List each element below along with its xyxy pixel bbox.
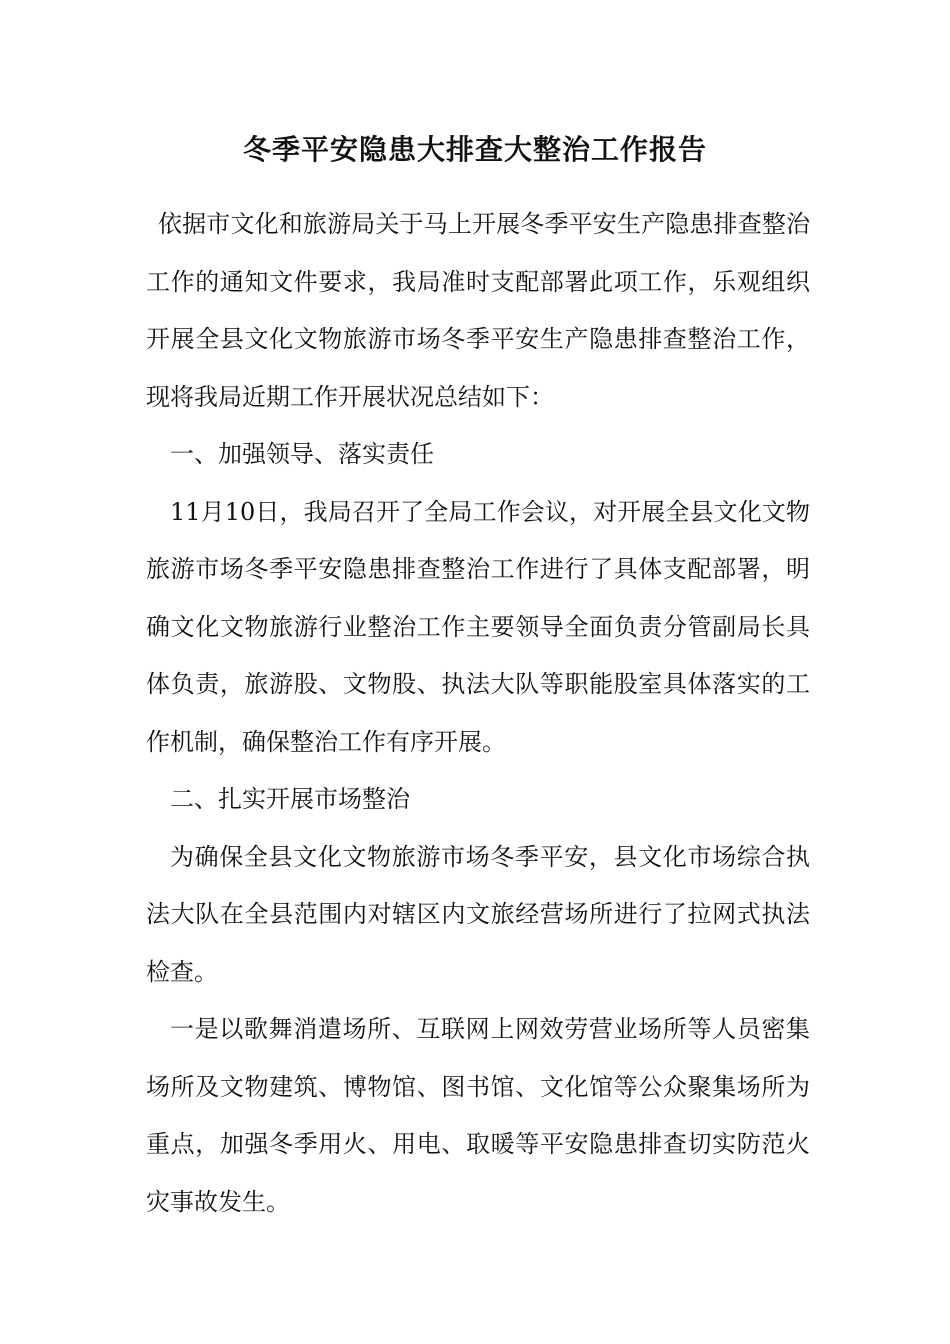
section-1-paragraph: 11月10日，我局召开了全局工作会议，对开展全县文化文物旅游市场冬季平安隐患排查整治工作进行了具体支配部署，明确文化文物旅游行业整治工作主要领导全面负责分管副局长具体负责，旅游股、文物股、执法大队等职能股室具体落实的工作机制，确保整治工作有序开展。 — [146, 497, 810, 756]
document-title: 冬季平安隐患大排查大整治工作报告 — [242, 133, 707, 166]
section-2-heading: 二、扎实开展市场整治 — [170, 785, 410, 813]
intro-paragraph: 依据市文化和旅游局关于马上开展冬季平安生产隐患排查整治工作的通知文件要求，我局准时支配部署此项工作，乐观组织开展全县文化文物旅游市场冬季平安生产隐患排查整治工作，现将我局近期工作开展状况总结如下： — [146, 210, 810, 411]
section-1-heading: 一、加强领导、落实责任 — [170, 440, 434, 468]
section-2-point-1-paragraph: 一是以歌舞消遣场所、互联网上网效劳营业场所等人员密集场所及文物建筑、博物馆、图书馆、文化馆等公众聚集场所为重点，加强冬季用火、用电、取暖等平安隐患排查切实防范火灾事故发生。 — [146, 1015, 810, 1216]
document-body — [146, 196, 810, 1231]
section-2-paragraph: 为确保全县文化文物旅游市场冬季平安，县文化市场综合执法大队在全县范围内对辖区内文旅经营场所进行了拉网式执法检查。 — [146, 842, 810, 986]
